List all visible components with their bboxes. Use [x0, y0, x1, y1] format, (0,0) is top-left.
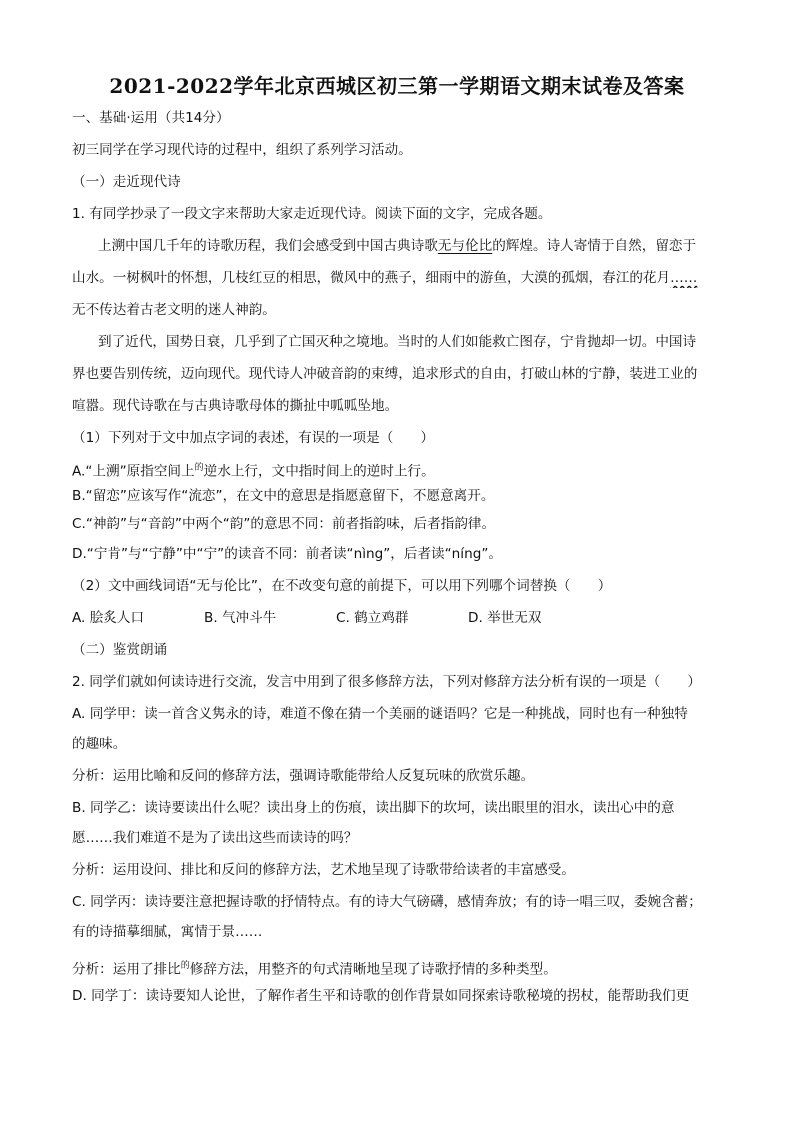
passage-line — [98, 236, 722, 256]
analysis-b: 分析：运用设问、排比和反问的修辞方法，艺术地呈现了诗歌带给读者的丰富感受。 — [72, 862, 575, 878]
option-text: 逆水上行，文中指时间上的逆时上行。 — [203, 463, 435, 480]
intro-text: 初三同学在学习现代诗的过程中，组织了系列学习活动。 — [72, 142, 412, 158]
underlined-phrase: 无与伦比 — [437, 238, 493, 254]
analysis-a: 分析：运用比喻和反问的修辞方法，强调诗歌能带给人反复玩味的欣赏乐趣。 — [72, 768, 535, 784]
passage-line: 无不传达着古老文明的迷人神韵。 — [72, 302, 276, 318]
passage-line: 界也要告别传统，迈向现代。现代诗人冲破音韵的束缚，追求形式的自由，打破山林的宁静，装进工业的 — [72, 366, 698, 382]
analysis-text: 分析：运用了排比 — [72, 961, 181, 978]
superscript-mark: 的 — [180, 961, 190, 971]
passage-text: 山水。一树枫叶的怀想，几枝红豆的相思，微风中的燕子，细雨中的游鱼，大漠的孤烟，春江的花月 — [72, 270, 671, 286]
option-d: D.“宁肯”与“宁静”中“宁”的读音不同：前者读“nìng”，后者读“níng”。 — [72, 546, 502, 562]
passage-line: 喧嚣。现代诗歌在与古典诗歌母体的撕扯中呱呱坠地。 — [72, 398, 399, 414]
wavy-underlined-text: …… — [670, 270, 698, 286]
option-a-line: 的趣味。 — [72, 736, 127, 752]
option-c-line: 有的诗描摹细腻，寓情于景…… — [72, 924, 263, 940]
section-heading: 一、基础·运用（共14分） — [72, 110, 230, 126]
option-a-line: A. 同学甲：读一首含义隽永的诗，难道不像在猜一个美丽的谜语吗？它是一种挑战，同时也有一种独特 — [72, 706, 688, 722]
analysis-text: 修辞方法，用整齐的句式清晰地呈现了诗歌抒情的多种类型。 — [189, 961, 557, 978]
part1-heading: （一）走近现代诗 — [72, 174, 181, 190]
passage-text: 上溯中国几千年的诗歌历程，我们会感受到中国古典诗歌 — [98, 238, 438, 254]
passage-line — [72, 268, 722, 288]
option-b: B. 气冲斗牛 — [204, 610, 277, 626]
option-b-line: 愿……我们难道不是为了读出这些而读诗的吗？ — [72, 830, 358, 846]
option-a — [72, 458, 722, 482]
passage-text: 的辉煌。诗人寄情于自然，留恋于 — [492, 238, 697, 254]
analysis-c — [72, 956, 722, 980]
option-b-line: B. 同学乙：读诗要读出什么呢？读出身上的伤痕，读出脚下的坎坷，读出眼里的泪水，读出心中的意 — [72, 800, 675, 816]
superscript-mark: 的 — [194, 463, 204, 473]
option-a: A. 脍炙人口 — [72, 610, 145, 626]
option-c: C. 鹤立鸡群 — [336, 610, 409, 626]
option-d-line: D. 同学丁：读诗要知人论世，了解作者生平和诗歌的创作背景如同探索诗歌秘境的拐杖，能帮助我们更 — [72, 988, 690, 1004]
option-d: D. 举世无双 — [468, 610, 542, 626]
sub-question-2: （2）文中画线词语“无与伦比”，在不改变句意的前提下，可以用下列哪个词替换（ ） — [72, 578, 612, 594]
part2-heading: （二）鉴赏朗诵 — [72, 642, 168, 658]
option-text: A.“上溯”原指空间上 — [72, 463, 195, 480]
sub-question-1: （1）下列对于文中加点字词的表述，有误的一项是（ ） — [72, 430, 435, 446]
question-2-stem: 2. 同学们就如何读诗进行交流，发言中用到了很多修辞方法，下列对修辞方法分析有误的一项是（ ） — [72, 674, 702, 690]
passage-line: 到了近代，国势日衰，几乎到了亡国灭种之境地。当时的人们如能救亡图存，宁肯抛却一切。中国诗 — [98, 334, 697, 350]
option-c-line: C. 同学丙：读诗要注意把握诗歌的抒情特点。有的诗大气磅礴，感情奔放；有的诗一唱三叹，委婉含蓄； — [72, 894, 702, 910]
option-b: B.“留恋”应该写作“流恋”，在文中的意思是指愿意留下，不愿意离开。 — [72, 488, 495, 504]
question-1-stem: 1. 有同学抄录了一段文字来帮助大家走近现代诗。阅读下面的文字，完成各题。 — [72, 206, 552, 222]
options-row — [72, 608, 722, 628]
option-c: C.“神韵”与“音韵”中两个“韵”的意思不同：前者指韵味，后者指韵律。 — [72, 516, 496, 532]
page-title: 2021-2022学年北京西城区初三第一学期语文期末试卷及答案 — [109, 74, 685, 98]
